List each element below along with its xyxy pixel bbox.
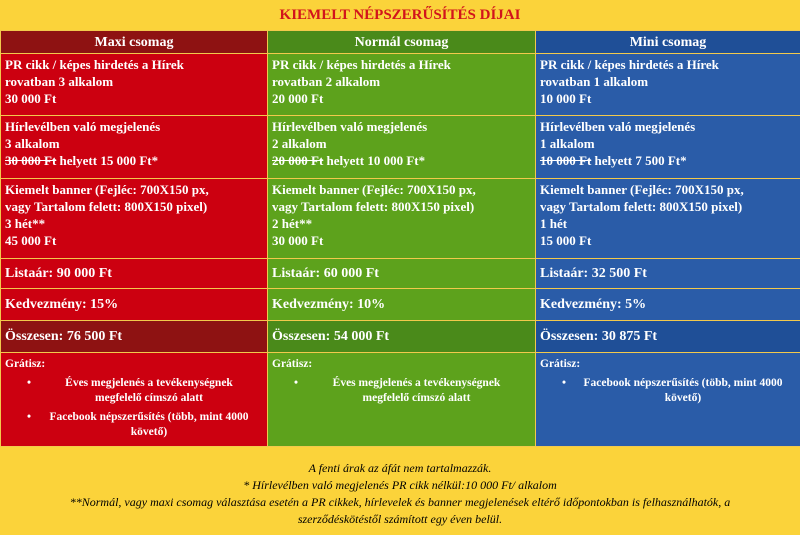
newsletter-count: 2 alkalom bbox=[272, 136, 327, 151]
bonus-row bbox=[1, 353, 800, 447]
banner-duration: 1 hét bbox=[540, 216, 568, 231]
bonus-item: • Facebook népszerűsítés (több, mint 4000 követő) bbox=[540, 376, 796, 406]
newsletter-text: Hírlevélben való megjelenés bbox=[5, 119, 161, 134]
pr-price: 10 000 Ft bbox=[540, 91, 592, 106]
banner-cell-normal bbox=[268, 179, 536, 259]
newsletter-text: Hírlevélben való megjelenés bbox=[272, 119, 428, 134]
banner-cell-maxi bbox=[1, 179, 268, 259]
banner-text: vagy Tartalom felett: 800X150 pixel) bbox=[540, 199, 743, 214]
newsletter-price bbox=[540, 152, 796, 169]
pricing-table bbox=[0, 30, 800, 447]
pr-text: rovatban 1 alkalom bbox=[540, 74, 649, 89]
old-price: 20 000 Ft bbox=[272, 153, 324, 168]
pr-text: rovatban 2 alkalom bbox=[272, 74, 381, 89]
discount-mini: Kedvezmény: 5% bbox=[536, 289, 800, 321]
newsletter-price bbox=[5, 152, 263, 169]
pr-price: 20 000 Ft bbox=[272, 91, 324, 106]
pr-row bbox=[1, 54, 800, 116]
bonus-list bbox=[5, 376, 263, 440]
total-normal: Összesen: 54 000 Ft bbox=[268, 321, 536, 353]
discount-normal: Kedvezmény: 10% bbox=[268, 289, 536, 321]
pr-text: PR cikk / képes hirdetés a Hírek bbox=[272, 57, 451, 72]
list-price-normal: Listaár: 60 000 Ft bbox=[268, 259, 536, 289]
old-price: 10 000 Ft bbox=[540, 153, 592, 168]
bonus-label: Grátisz: bbox=[540, 358, 581, 370]
banner-price: 15 000 Ft bbox=[540, 233, 592, 248]
pr-cell-mini bbox=[536, 54, 800, 116]
pr-cell-normal bbox=[268, 54, 536, 116]
list-price-mini: Listaár: 32 500 Ft bbox=[536, 259, 800, 289]
footer-note: A fenti árak az áfát nem tartalmazzák. bbox=[308, 461, 492, 475]
total-row bbox=[1, 321, 800, 353]
banner-price: 30 000 Ft bbox=[272, 233, 324, 248]
bonus-label: Grátisz: bbox=[272, 358, 313, 370]
pr-text: PR cikk / képes hirdetés a Hírek bbox=[5, 57, 184, 72]
new-price: helyett 7 500 Ft* bbox=[591, 153, 687, 168]
page-title: KIEMELT NÉPSZERŰSÍTÉS DÍJAI bbox=[279, 7, 521, 23]
footer-notes bbox=[0, 460, 800, 528]
banner-text: Kiemelt banner (Fejléc: 700X150 px, bbox=[5, 182, 209, 197]
bonus-list bbox=[540, 376, 796, 406]
banner-cell-mini bbox=[536, 179, 800, 259]
newsletter-count: 1 alkalom bbox=[540, 136, 595, 151]
banner-price: 45 000 Ft bbox=[5, 233, 57, 248]
pr-cell-maxi bbox=[1, 54, 268, 116]
total-maxi: Összesen: 76 500 Ft bbox=[1, 321, 268, 353]
pr-text: PR cikk / képes hirdetés a Hírek bbox=[540, 57, 719, 72]
discount-row bbox=[1, 289, 800, 321]
total-mini: Összesen: 30 875 Ft bbox=[536, 321, 800, 353]
package-name-mini: Mini csomag bbox=[536, 31, 800, 54]
newsletter-cell-normal bbox=[268, 116, 536, 179]
bonus-list bbox=[272, 376, 531, 406]
bonus-item: • Facebook népszerűsítés (több, mint 4000 követő) bbox=[5, 410, 263, 440]
package-name-normal: Normál csomag bbox=[268, 31, 536, 54]
pr-price: 30 000 Ft bbox=[5, 91, 57, 106]
header-row bbox=[1, 31, 800, 54]
newsletter-cell-mini bbox=[536, 116, 800, 179]
banner-duration: 3 hét** bbox=[5, 216, 46, 231]
bonus-item: • Éves megjelenés a tevékenységnek megfelelő címszó alatt bbox=[5, 376, 263, 406]
bonus-cell-normal bbox=[268, 353, 536, 447]
list-price-row bbox=[1, 259, 800, 289]
list-price-maxi: Listaár: 90 000 Ft bbox=[1, 259, 268, 289]
newsletter-row bbox=[1, 116, 800, 179]
banner-duration: 2 hét** bbox=[272, 216, 313, 231]
pr-text: rovatban 3 alkalom bbox=[5, 74, 114, 89]
newsletter-cell-maxi bbox=[1, 116, 268, 179]
banner-text: vagy Tartalom felett: 800X150 pixel) bbox=[5, 199, 208, 214]
banner-text: Kiemelt banner (Fejléc: 700X150 px, bbox=[272, 182, 476, 197]
footer-note: szerződéskötéstől számított egy éven belül. bbox=[297, 512, 503, 526]
package-name-maxi: Maxi csomag bbox=[1, 31, 268, 54]
newsletter-price bbox=[272, 152, 531, 169]
banner-row bbox=[1, 179, 800, 259]
bonus-label: Grátisz: bbox=[5, 358, 46, 370]
footer-note: **Normál, vagy maxi csomag választása esetén a PR cikkek, hírlevelek és banner megjelenések eltérő időpontokban is felhasználhatók, a bbox=[69, 495, 731, 509]
discount-maxi: Kedvezmény: 15% bbox=[1, 289, 268, 321]
newsletter-count: 3 alkalom bbox=[5, 136, 60, 151]
newsletter-text: Hírlevélben való megjelenés bbox=[540, 119, 696, 134]
banner-text: vagy Tartalom felett: 800X150 pixel) bbox=[272, 199, 475, 214]
banner-text: Kiemelt banner (Fejléc: 700X150 px, bbox=[540, 182, 744, 197]
new-price: helyett 10 000 Ft* bbox=[323, 153, 426, 168]
old-price: 30 000 Ft bbox=[5, 153, 57, 168]
footer-note: * Hírlevélben való megjelenés PR cikk nélkül:10 000 Ft/ alkalom bbox=[243, 478, 557, 492]
bonus-cell-mini bbox=[536, 353, 800, 447]
bonus-item: • Éves megjelenés a tevékenységnek megfelelő címszó alatt bbox=[272, 376, 531, 406]
bonus-cell-maxi bbox=[1, 353, 268, 447]
new-price: helyett 15 000 Ft* bbox=[56, 153, 159, 168]
